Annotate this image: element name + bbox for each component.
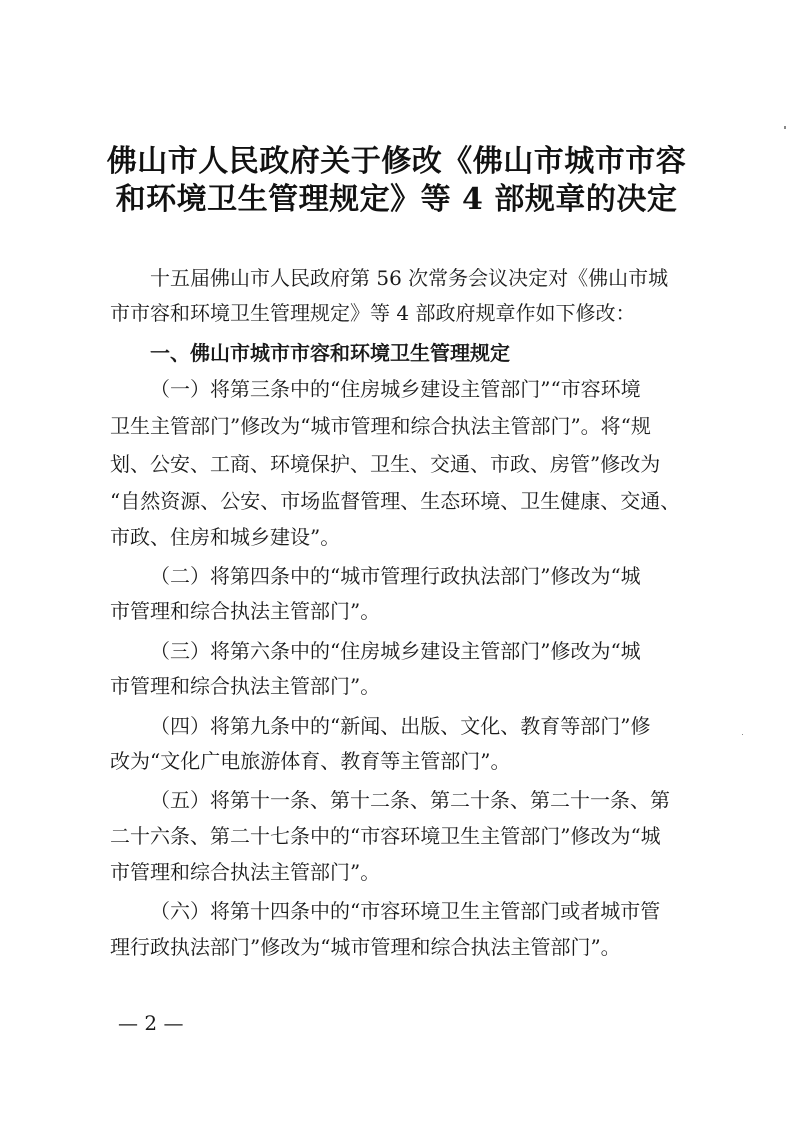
paragraph-line: （二）将第四条中的“城市管理行政执法部门”修改为“城: [150, 564, 641, 588]
paragraph-line: 十五届佛山市人民政府第 56 次常务会议决定对《佛山市城: [150, 266, 669, 290]
paragraph-line: （五）将第十一条、第十二条、第二十条、第二十一条、第: [150, 788, 670, 812]
document-title-line-2: 和环境卫生管理规定》等 4 部规章的决定: [115, 182, 678, 217]
paragraph-line: （一）将第三条中的“住房城乡建设主管部门”“市容环境: [150, 377, 641, 401]
scan-speck: [784, 126, 786, 129]
page-number: — 2 —: [118, 1011, 184, 1035]
paragraph-line: 市政、住房和城乡建设”。: [110, 525, 341, 549]
paragraph-line: 卫生主管部门”修改为“城市管理和综合执法主管部门”。将“规: [110, 414, 651, 438]
paragraph-line: 市市容和环境卫生管理规定》等 4 部政府规章作如下修改：: [110, 301, 636, 325]
section-heading: 一、佛山市城市市容和环境卫生管理规定: [150, 341, 510, 365]
paragraph-line: （六）将第十四条中的“市容环境卫生主管部门或者城市管: [150, 899, 661, 923]
paragraph-line: 改为“文化广电旅游体育、教育等主管部门”。: [110, 749, 511, 773]
paragraph-line: 划、公安、工商、环境保护、卫生、交通、市政、房管”修改为: [110, 452, 661, 476]
paragraph-line: 二十六条、第二十七条中的“市容环境卫生主管部门”修改为“城: [110, 824, 661, 848]
paragraph-line: 市管理和综合执法主管部门”。: [110, 599, 381, 623]
scan-speck: [742, 734, 743, 735]
document-title-line-1: 佛山市人民政府关于修改《佛山市城市市容: [106, 144, 687, 179]
paragraph-line: （四）将第九条中的“新闻、出版、文化、教育等部门”修: [150, 714, 651, 738]
paragraph-line: 理行政执法部门”修改为“城市管理和综合执法主管部门”。: [110, 935, 621, 959]
paragraph-line: 市管理和综合执法主管部门”。: [110, 860, 381, 884]
paragraph-line: 市管理和综合执法主管部门”。: [110, 674, 381, 698]
paragraph-line: “自然资源、公安、市场监督管理、生态环境、卫生健康、交通、: [110, 489, 681, 513]
paragraph-line: （三）将第六条中的“住房城乡建设主管部门”修改为“城: [150, 639, 641, 663]
